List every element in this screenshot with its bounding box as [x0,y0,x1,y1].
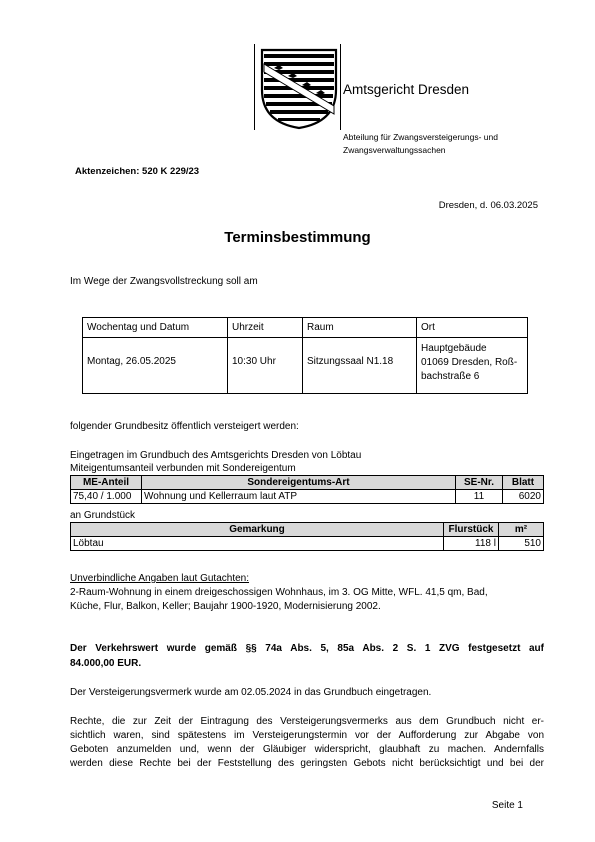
coat-of-arms-icon [258,44,340,130]
file-number: Aktenzeichen: 520 K 229/23 [75,166,200,177]
appointment-table-row [83,338,528,394]
cell-parcel: 118 l [444,537,499,551]
property-intro: folgender Grundbesitz öffentlich versteigert werden: [70,421,299,432]
court-name: Amtsgericht Dresden [343,82,470,97]
header-parcel: Flurstück [444,523,499,537]
appraisal-line-2: Küche, Flur, Balkon, Keller; Baujahr 1900-1920, Modernisierung 2002. [70,601,381,612]
cell-sheet: 6020 [503,490,544,504]
header-se-number: SE-Nr. [456,476,503,490]
rights-line-1: Rechte, die zur Zeit der Eintragung des Versteigerungsvermerks aus dem Grundbuch nicht er- [70,716,544,727]
place-line-3: bachstraße 6 [421,371,480,382]
plot-table-row [71,537,544,551]
plot-table-header [71,523,544,537]
header-time: Uhrzeit [228,318,303,338]
cell-share: 75,40 / 1.000 [71,490,142,504]
coat-of-arms [258,44,340,130]
share-table-row [71,490,544,504]
header-share: ME-Anteil [71,476,142,490]
cell-place [417,338,528,394]
share-table [70,475,544,504]
plot-label: an Grundstück [70,510,136,521]
page-title: Terminsbestimmung [224,229,371,246]
page-number: Seite 1 [491,800,523,811]
place-date: Dresden, d. 06.03.2025 [438,200,538,211]
cell-ownership-type: Wohnung und Kellerraum laut ATP [142,490,456,504]
plot-table [70,522,544,551]
rights-line-2: sichtlich waren, sind spätestens im Versteigerungstermin vor der Aufforderung zur Abgabe von [70,730,544,741]
rights-line-4: werden diese Rechte bei der Feststellung des geringsten Gebots nicht berücksichtigt und bei der [70,758,544,769]
department-line-2: Zwangsverwaltungssachen [343,145,446,155]
place-line-2: 01069 Dresden, Roß- [421,357,518,368]
land-registry-line-2: Miteigentumsanteil verbunden mit Sondereigentum [70,463,296,474]
cell-area: 510 [499,537,544,551]
appraisal-line-1: 2-Raum-Wohnung in einem dreigeschossigen Wohnhaus, im 3. OG Mitte, WFL. 41,5 qm, Bad, [70,587,488,598]
market-value-line-1: Der Verkehrswert wurde gemäß §§ 74a Abs. 5, 85a Abs. 2 S. 1 ZVG festgesetzt auf [70,643,544,654]
header-area: m² [499,523,544,537]
registration-note: Der Versteigerungsvermerk wurde am 02.05.2024 in das Grundbuch eingetragen. [70,687,432,698]
header-ownership-type: Sondereigentums-Art [142,476,456,490]
market-value-line-2: 84.000,00 EUR. [70,658,142,669]
header-place: Ort [417,318,528,338]
cell-se-number: 11 [456,490,503,504]
share-table-header [71,476,544,490]
header-divider-left [254,44,255,130]
cell-room: Sitzungssaal N1.18 [303,338,417,394]
header-date: Wochentag und Datum [83,318,228,338]
intro-text: Im Wege der Zwangsvollstreckung soll am [70,276,258,287]
header-sheet: Blatt [503,476,544,490]
cell-district: Löbtau [71,537,444,551]
appraisal-heading: Unverbindliche Angaben laut Gutachten: [70,573,250,584]
header-divider-right [340,44,341,130]
department-line-1: Abteilung für Zwangsversteigerungs- und [343,132,498,142]
place-line-1: Hauptgebäude [421,343,487,354]
header-district: Gemarkung [71,523,444,537]
land-registry-line-1: Eingetragen im Grundbuch des Amtsgerichts Dresden von Löbtau [70,450,362,461]
appointment-table-header [83,318,528,338]
appointment-table [82,317,528,394]
header-room: Raum [303,318,417,338]
cell-date: Montag, 26.05.2025 [83,338,228,394]
cell-time: 10:30 Uhr [228,338,303,394]
rights-line-3: Geboten anzumelden und, wenn der Gläubiger widerspricht, glaubhaft zu machen. Andernfalls [70,744,544,755]
